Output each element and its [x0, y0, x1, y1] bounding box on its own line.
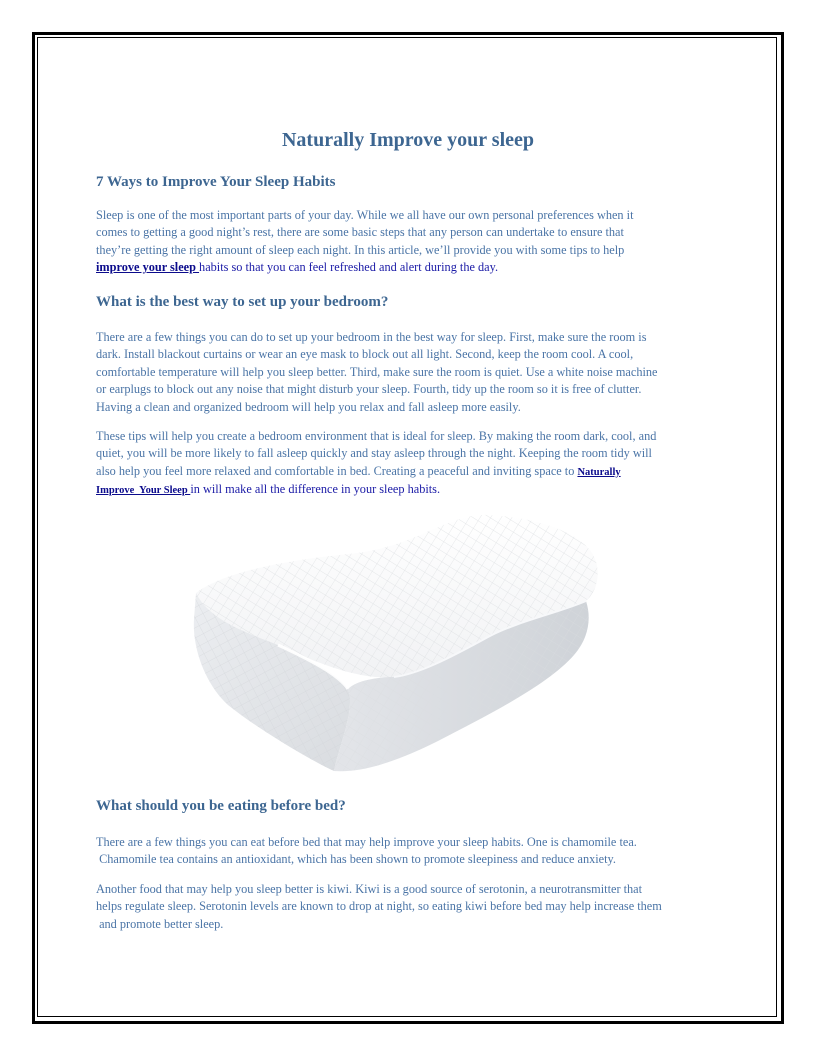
pillow-image — [188, 509, 604, 781]
paragraph-line: There are a few things you can do to set up your bedroom in the best way for sleep. First, make sure the room is — [96, 330, 647, 344]
paragraph-line: comes to getting a good night’s rest, there are some basic steps that any person can undertake to ensure that — [96, 225, 624, 240]
paragraph-line: Sleep is one of the most important parts of your day. While we all have our own personal preferences when it — [96, 208, 634, 222]
paragraph-line: or earplugs to block out any noise that might disturb your sleep. Fourth, tidy up the room so it is free of clutter. — [96, 382, 642, 397]
paragraph-line: Chamomile tea contains an antioxidant, which has been shown to promote sleepiness and reduce anxiety. — [96, 852, 616, 867]
intro-paragraph — [96, 207, 724, 277]
bedroom-paragraph-1 — [96, 329, 724, 416]
naturally-link[interactable]: Naturally — [577, 466, 621, 478]
paragraph-line — [96, 481, 724, 499]
paragraph-line: helps regulate sleep. Serotonin levels are known to drop at night, so eating kiwi before bed may help increase them — [96, 899, 662, 914]
paragraph-line: and promote better sleep. — [96, 916, 224, 931]
bedroom-paragraph-2 — [96, 428, 724, 500]
paragraph-line: quiet, you will be more likely to fall asleep quickly and stay asleep through the night. Keeping the room tidy will — [96, 446, 652, 461]
paragraph-line: comfortable temperature will help you sleep better. Third, make sure the room is quiet. Use a white noise machine — [96, 364, 658, 379]
paragraph-line: dark. Install blackout curtains or wear an eye mask to block out all light. Second, keep the room cool. A cool, — [96, 347, 634, 362]
eating-paragraph-2 — [96, 881, 724, 933]
paragraph-line — [96, 463, 724, 481]
paragraph-line-rest: habits so that you can feel refreshed and alert during the day. — [199, 260, 499, 275]
section-heading-bedroom-setup: What is the best way to set up your bedroom? — [96, 294, 389, 310]
paragraph-line: These tips will help you create a bedroom environment that is ideal for sleep. By making the room dark, cool, and — [96, 429, 657, 443]
paragraph-line-text: also help you feel more relaxed and comfortable in bed. Creating a peaceful and inviting space to — [96, 463, 578, 478]
paragraph-line: There are a few things you can eat before bed that may help improve your sleep habits. One is chamomile tea. — [96, 835, 637, 849]
eating-paragraph-1 — [96, 834, 724, 869]
document-title: Naturally Improve your sleep — [281, 129, 535, 151]
paragraph-line — [96, 259, 724, 276]
paragraph-line: Another food that may help you sleep better is kiwi. Kiwi is a good source of serotonin, a neurotransmitter that — [96, 882, 643, 896]
paragraph-line-rest: in will make all the difference in your sleep habits. — [190, 482, 441, 497]
paragraph-line: they’re getting the right amount of sleep each night. In this article, we’ll provide you with some tips to help — [96, 242, 625, 257]
paragraph-line: Having a clean and organized bedroom will help you relax and fall asleep more easily. — [96, 399, 521, 414]
improve-your-sleep-link-2[interactable]: Improve Your Sleep — [96, 485, 191, 497]
section-heading-sleep-habits: 7 Ways to Improve Your Sleep Habits — [96, 174, 336, 190]
section-heading-eating-before-bed: What should you be eating before bed? — [96, 798, 346, 814]
improve-your-sleep-link[interactable]: improve your sleep — [96, 260, 200, 275]
